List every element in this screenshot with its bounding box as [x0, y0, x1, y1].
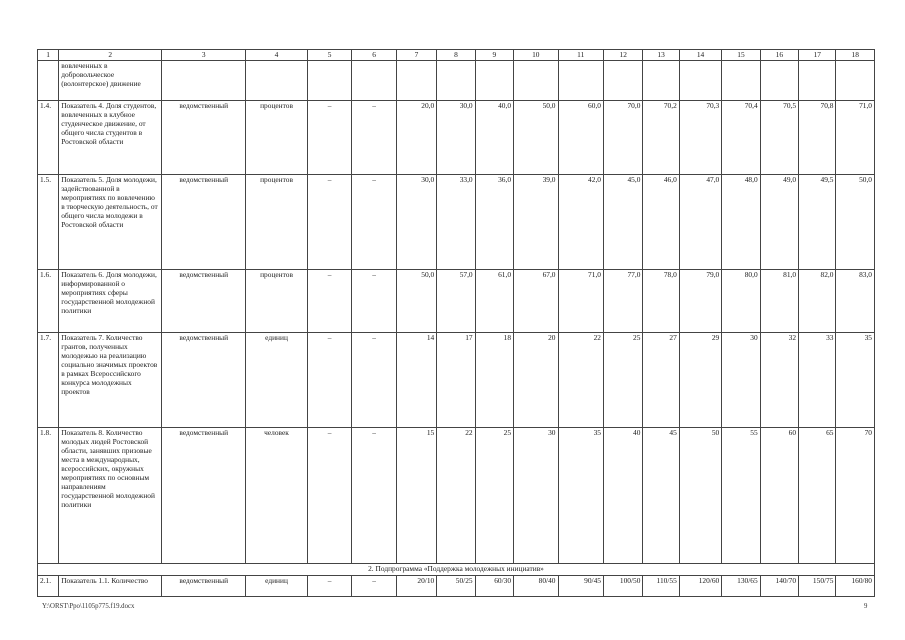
value-cell: 25 — [603, 333, 642, 428]
value-cell: 70,0 — [603, 101, 642, 175]
col-header: 16 — [760, 50, 798, 61]
value-cell: – — [307, 333, 351, 428]
value-cell: 55 — [722, 428, 760, 564]
col-header: 1 — [38, 50, 59, 61]
value-cell: 79,0 — [679, 270, 721, 333]
value-cell: – — [307, 175, 351, 270]
value-cell: 33 — [799, 333, 836, 428]
table-row — [38, 101, 875, 175]
indicator-name: Показатель 1.1. Количество — [59, 576, 162, 597]
value-cell: 70,8 — [799, 101, 836, 175]
col-header: 2 — [59, 50, 162, 61]
table-row — [38, 175, 875, 270]
value-cell: 70,3 — [679, 101, 721, 175]
indicator-unit: единиц — [246, 333, 308, 428]
value-cell: 50 — [679, 428, 721, 564]
indicator-name: Показатель 8. Количество молодых людей Ростовской области, занявших призовые места в международных, всероссийских, окружных мероприятиях по основным направлениям государственной молодежной политики — [59, 428, 162, 564]
indicator-name: Показатель 4. Доля студентов, вовлеченных в клубное студенческое движение, от общего числа студентов в Ростовской области — [59, 101, 162, 175]
value-cell: – — [352, 101, 396, 175]
value-cell: 48,0 — [722, 175, 760, 270]
value-cell: 50,0 — [396, 270, 436, 333]
value-cell: 65 — [799, 428, 836, 564]
col-header: 9 — [475, 50, 513, 61]
value-cell: 20/10 — [396, 576, 436, 597]
value-cell: 160/80 — [836, 576, 875, 597]
value-cell: 30,0 — [437, 101, 475, 175]
value-cell: 32 — [760, 333, 798, 428]
row-number: 1.6. — [38, 270, 59, 333]
value-cell: 110/55 — [643, 576, 679, 597]
value-cell: 50/25 — [437, 576, 475, 597]
value-cell: 35 — [836, 333, 875, 428]
value-cell: 60 — [760, 428, 798, 564]
value-cell: – — [307, 576, 351, 597]
value-cell: – — [352, 333, 396, 428]
table-row — [38, 428, 875, 564]
value-cell: 70,2 — [643, 101, 679, 175]
value-cell: 30 — [514, 428, 558, 564]
table-row — [38, 576, 875, 597]
indicator-type: ведомственный — [162, 576, 246, 597]
value-cell: 40 — [603, 428, 642, 564]
value-cell: 15 — [396, 428, 436, 564]
row-number: 2.1. — [38, 576, 59, 597]
col-header: 17 — [799, 50, 836, 61]
col-header: 3 — [162, 50, 246, 61]
indicator-name: вовлеченных в добровольческое (волонтерское) движение — [59, 61, 162, 101]
col-header: 4 — [246, 50, 308, 61]
value-cell: 130/65 — [722, 576, 760, 597]
indicator-name: Показатель 6. Доля молодежи, информированной о мероприятиях сферы государственной молодежной политики — [59, 270, 162, 333]
value-cell: 40,0 — [475, 101, 513, 175]
value-cell: 45,0 — [603, 175, 642, 270]
value-cell: 14 — [396, 333, 436, 428]
value-cell: 20,0 — [396, 101, 436, 175]
row-number: 1.5. — [38, 175, 59, 270]
row-number: 1.8. — [38, 428, 59, 564]
indicator-name: Показатель 7. Количество грантов, полученных молодежью на реализацию социально значимых проектов в рамках Всероссийского конкурса молодежных проектов — [59, 333, 162, 428]
col-header: 11 — [558, 50, 603, 61]
value-cell: 60/30 — [475, 576, 513, 597]
indicator-unit: единиц — [246, 576, 308, 597]
indicator-unit: процентов — [246, 101, 308, 175]
value-cell: 49,0 — [760, 175, 798, 270]
indicator-type: ведомственный — [162, 175, 246, 270]
value-cell: 27 — [643, 333, 679, 428]
value-cell: 22 — [437, 428, 475, 564]
value-cell: 70,5 — [760, 101, 798, 175]
value-cell: 46,0 — [643, 175, 679, 270]
value-cell: 45 — [643, 428, 679, 564]
footer-file-path: Y:\ORST\Ppo\1105p775.f19.docx — [42, 603, 135, 610]
value-cell: 29 — [679, 333, 721, 428]
value-cell: 30,0 — [396, 175, 436, 270]
value-cell: 25 — [475, 428, 513, 564]
value-cell: 57,0 — [437, 270, 475, 333]
col-header: 6 — [352, 50, 396, 61]
value-cell: 35 — [558, 428, 603, 564]
indicator-type: ведомственный — [162, 270, 246, 333]
value-cell: 150/75 — [799, 576, 836, 597]
value-cell: – — [352, 428, 396, 564]
value-cell: 78,0 — [643, 270, 679, 333]
value-cell: 80,0 — [722, 270, 760, 333]
indicator-unit: процентов — [246, 270, 308, 333]
value-cell: 50,0 — [514, 101, 558, 175]
col-header: 15 — [722, 50, 760, 61]
value-cell: 70 — [836, 428, 875, 564]
value-cell: 20 — [514, 333, 558, 428]
col-header: 13 — [643, 50, 679, 61]
value-cell: 81,0 — [760, 270, 798, 333]
indicator-unit: процентов — [246, 175, 308, 270]
value-cell: 18 — [475, 333, 513, 428]
value-cell: 80/40 — [514, 576, 558, 597]
row-number: 1.7. — [38, 333, 59, 428]
col-header: 5 — [307, 50, 351, 61]
table-row — [38, 270, 875, 333]
value-cell: – — [352, 175, 396, 270]
page-number: 9 — [864, 603, 868, 610]
value-cell: 30 — [722, 333, 760, 428]
section-title: 2. Подпрограмма «Поддержка молодежных инициатив» — [38, 564, 875, 576]
indicator-type: ведомственный — [162, 428, 246, 564]
value-cell: 82,0 — [799, 270, 836, 333]
table-row — [38, 333, 875, 428]
table-header-row — [38, 50, 875, 61]
indicator-name: Показатель 5. Доля молодежи, задействованной в мероприятиях по вовлечению в творческую деятельность, от общего числа молодежи в Ростовской области — [59, 175, 162, 270]
value-cell: 71,0 — [836, 101, 875, 175]
value-cell: 100/50 — [603, 576, 642, 597]
value-cell: 90/45 — [558, 576, 603, 597]
value-cell: 71,0 — [558, 270, 603, 333]
col-header: 10 — [514, 50, 558, 61]
value-cell: 47,0 — [679, 175, 721, 270]
value-cell: 67,0 — [514, 270, 558, 333]
value-cell: 50,0 — [836, 175, 875, 270]
value-cell: 120/60 — [679, 576, 721, 597]
table-row-continued — [38, 61, 875, 101]
value-cell: 140/70 — [760, 576, 798, 597]
row-number: 1.4. — [38, 101, 59, 175]
value-cell: 77,0 — [603, 270, 642, 333]
value-cell: 36,0 — [475, 175, 513, 270]
value-cell: 49,5 — [799, 175, 836, 270]
section-row — [38, 564, 875, 576]
indicator-type: ведомственный — [162, 333, 246, 428]
value-cell: 61,0 — [475, 270, 513, 333]
col-header: 7 — [396, 50, 436, 61]
value-cell: – — [352, 270, 396, 333]
value-cell: – — [307, 428, 351, 564]
value-cell: – — [307, 101, 351, 175]
indicators-table — [37, 49, 875, 597]
col-header: 18 — [836, 50, 875, 61]
value-cell: 22 — [558, 333, 603, 428]
value-cell: 60,0 — [558, 101, 603, 175]
value-cell: 17 — [437, 333, 475, 428]
value-cell: – — [352, 576, 396, 597]
value-cell: 33,0 — [437, 175, 475, 270]
indicator-type: ведомственный — [162, 101, 246, 175]
value-cell: 42,0 — [558, 175, 603, 270]
col-header: 14 — [679, 50, 721, 61]
indicator-unit: человек — [246, 428, 308, 564]
value-cell: 70,4 — [722, 101, 760, 175]
col-header: 8 — [437, 50, 475, 61]
value-cell: 39,0 — [514, 175, 558, 270]
col-header: 12 — [603, 50, 642, 61]
value-cell: 83,0 — [836, 270, 875, 333]
value-cell: – — [307, 270, 351, 333]
